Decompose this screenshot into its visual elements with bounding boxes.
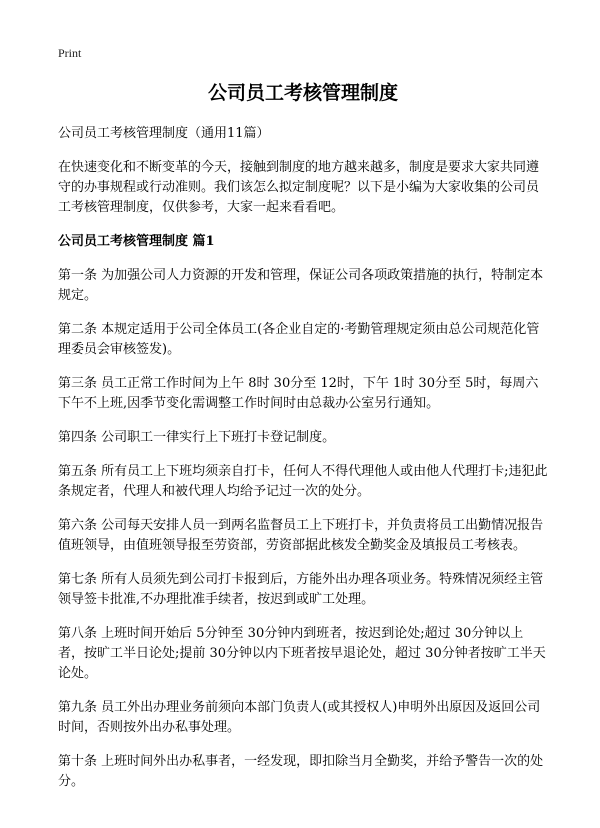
article-8: 第八条 上班时间开始后 5分钟至 30分钟内到班者，按迟到论处;超过 30分钟以上者，按旷工半日论处;提前 30分钟以内下班者按早退论处，超过 30分钟者按旷工半天论处。 <box>58 626 546 681</box>
article-2: 第二条 本规定适用于公司全体员工(各企业自定的·考勤管理规定须由总公司规范化管理委员会审核签发)。 <box>58 322 540 357</box>
document-subtitle: 公司员工考核管理制度（通用11篇） <box>58 126 270 141</box>
document <box>58 80 548 806</box>
article-7: 第七条 所有人员须先到公司打卡报到后，方能外出办理各项业务。特殊情况须经主管领导签卡批准,不办理批准手续者，按迟到或旷工处理。 <box>58 572 544 607</box>
article-10: 第十条 上班时间外出办私事者，一经发现，即扣除当月全勤奖，并给予警告一次的处分。 <box>58 754 544 789</box>
article-5: 第五条 所有员工上下班均须亲自打卡，任何人不得代理他人或由他人代理打卡;违犯此条规定者，代理人和被代理人均给予记过一次的处分。 <box>58 464 548 499</box>
section-heading: 公司员工考核管理制度 篇1 <box>58 234 215 249</box>
article-1: 第一条 为加强公司人力资源的开发和管理，保证公司各项政策措施的执行，特制定本规定。 <box>58 268 544 303</box>
article-6: 第六条 公司每天安排人员一到两名监督员工上下班打卡，并负责将员工出勤情况报告值班领导，由值班领导报至劳资部，劳资部据此核发全勤奖金及填报员工考核表。 <box>58 518 544 553</box>
intro-paragraph: 在快速变化和不断变革的今天，接触到制度的地方越来越多，制度是要求大家共同遵守的办事规程或行动准则。我们该怎么拟定制度呢？以下是小编为大家收集的公司员工考核管理制度，仅供参考，大家一起来看看吧。 <box>58 160 540 215</box>
print-link[interactable]: Print <box>58 46 82 60</box>
article-3: 第三条 员工正常工作时间为上午 8时 30分至 12时，下午 1时 30分至 5时，每周六下午不上班,因季节变化需调整工作时间时由总裁办公室另行通知。 <box>58 376 539 411</box>
article-9: 第九条 员工外出办理业务前须向本部门负责人(或其授权人)申明外出原因及返回公司时间，否则按外出办私事处理。 <box>58 700 541 735</box>
article-4: 第四条 公司职工一律实行上下班打卡登记制度。 <box>58 430 336 445</box>
document-title: 公司员工考核管理制度 <box>207 82 398 104</box>
